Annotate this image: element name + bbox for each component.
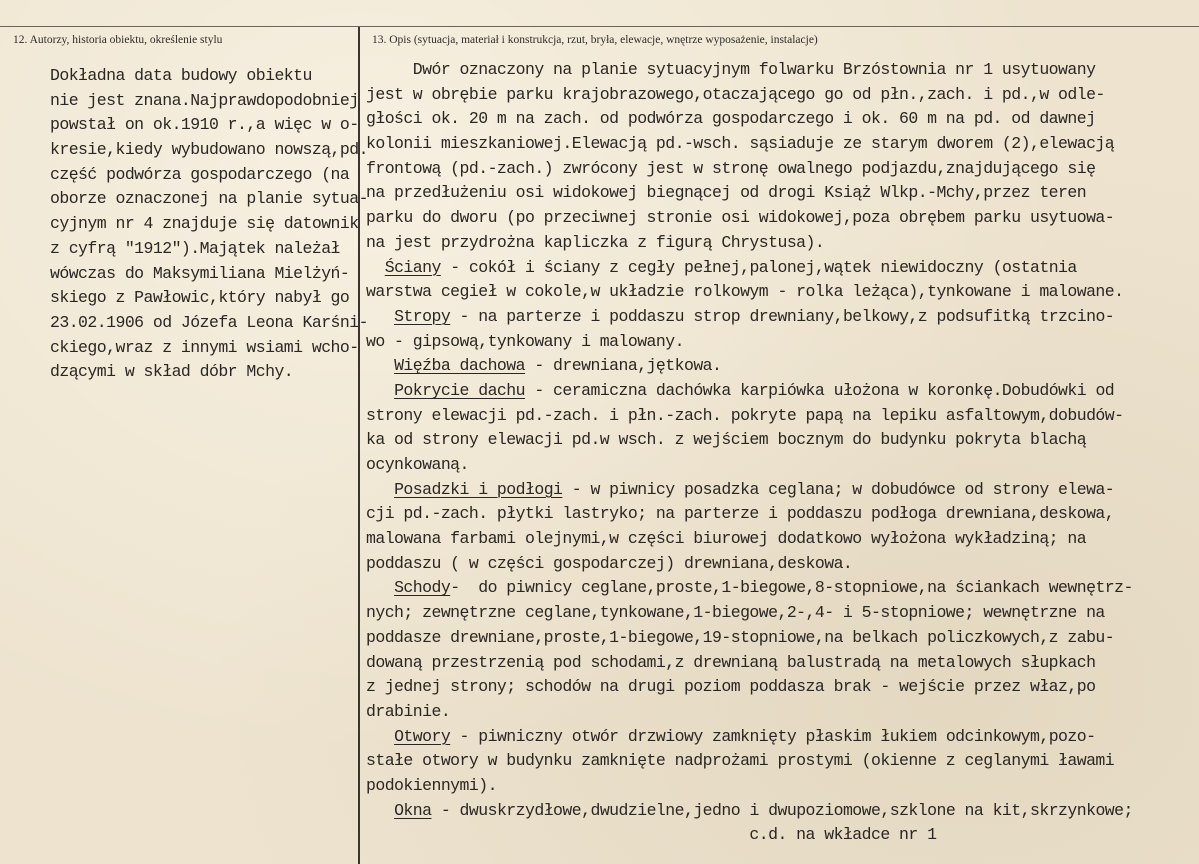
section-12-line: powstał on ok.1910 r.,a więc w o- xyxy=(50,115,359,135)
section-13-line xyxy=(366,107,1133,132)
section-13-line xyxy=(366,58,1133,83)
section-13-line xyxy=(366,626,1133,651)
line-text: strony elewacji pd.-zach. i płn.-zach. pokryte papą na lepiku asfaltowym,dobudów- xyxy=(366,405,1124,425)
line-text xyxy=(366,480,394,499)
subheading: Schody xyxy=(394,578,451,598)
line-text: wo - gipsową,tynkowany i malowany. xyxy=(366,331,684,351)
line-text: drabinie. xyxy=(366,701,451,721)
subheading: Więźba dachowa xyxy=(394,356,525,376)
section-13-line xyxy=(366,478,1133,503)
section-13-line xyxy=(366,749,1133,774)
section-12-text xyxy=(50,64,368,385)
section-12-line: dzącymi w skład dóbr Mchy. xyxy=(50,362,294,382)
section-12-line: oborze oznaczonej na planie sytua- xyxy=(50,189,368,209)
section-13-line xyxy=(366,601,1133,626)
section-13-line xyxy=(366,206,1133,231)
line-text: - piwniczny otwór drzwiowy zamknięty płaskim łukiem odcinkowym,pozo- xyxy=(450,726,1096,746)
section-13-line xyxy=(366,330,1133,355)
line-text xyxy=(366,258,385,277)
line-text xyxy=(366,381,394,400)
line-text: na jest przydrożna kapliczka z figurą Chrystusa). xyxy=(366,232,825,252)
section-13-line xyxy=(366,379,1133,404)
section-13-line xyxy=(366,675,1133,700)
line-text: - ceramiczna dachówka karpiówka ułożona w koronkę.Dobudówki od xyxy=(525,380,1115,400)
section-13-line xyxy=(366,132,1133,157)
section-13-line xyxy=(366,453,1133,478)
section-12-line: Dokładna data budowy obiektu xyxy=(50,66,312,85)
line-text: głości ok. 20 m na zach. od podwórza gospodarczego i ok. 60 m na pd. od dawnej xyxy=(366,109,1096,129)
section-13-line xyxy=(366,651,1133,676)
section-12-line: ckiego,wraz z innymi wsiami wcho- xyxy=(50,337,359,357)
line-text: - dwuskrzydłowe,dwudzielne,jedno i dwupoziomowe,szklone na kit,skrzynkowe; xyxy=(431,800,1133,820)
line-text: - w piwnicy posadzka ceglana; w dobudówce od strony elewa- xyxy=(562,479,1115,499)
section-12-line: 23.02.1906 od Józefa Leona Karśni- xyxy=(50,312,368,332)
section-13-line xyxy=(366,428,1133,453)
line-text: z jednej strony; schodów na drugi poziom poddasza brak - wejście przez właz,po xyxy=(366,677,1096,697)
subheading: Ściany xyxy=(384,257,441,277)
section-12-heading: 12. Autorzy, historia obiektu, określenie stylu xyxy=(13,34,223,46)
subheading: Stropy xyxy=(394,306,451,326)
top-rule xyxy=(0,26,1199,27)
section-13-line xyxy=(366,774,1133,799)
section-13-line xyxy=(366,305,1133,330)
line-text: cji pd.-zach. płytki lastryko; na parterze i poddaszu podłoga drewniana,deskowa, xyxy=(366,504,1115,524)
section-13-line xyxy=(366,552,1133,577)
line-text: warstwa cegieł w cokole,w układzie rolkowym - rolka leżąca),tynkowane i malowane. xyxy=(366,282,1124,302)
line-text: parku do dworu (po przeciwnej stronie osi widokowej,poza obrębem parku usytuowa- xyxy=(366,208,1115,228)
section-12-line: wówczas do Maksymiliana Mielżyń- xyxy=(50,263,350,283)
section-12-line: nie jest znana.Najprawdopodobniej xyxy=(50,90,359,110)
line-text xyxy=(366,307,394,326)
line-text: jest w obrębie parku krajobrazowego,otaczającego go od płn.,zach. i pd.,w odle- xyxy=(366,84,1105,104)
section-13-line xyxy=(366,256,1133,281)
subheading: Posadzki i podłogi xyxy=(394,479,563,499)
section-13-line xyxy=(366,231,1133,256)
section-13-line xyxy=(366,280,1133,305)
section-13-line xyxy=(366,700,1133,725)
line-text: ocynkowaną. xyxy=(366,455,469,474)
line-text: poddaszu ( w części gospodarczej) drewniana,deskowa. xyxy=(366,553,853,573)
line-text xyxy=(366,578,394,597)
line-text xyxy=(366,727,394,746)
section-13-line xyxy=(366,354,1133,379)
line-text: - na parterze i poddaszu strop drewniany,belkowy,z podsufitką trzcino- xyxy=(450,306,1115,326)
line-text: frontową (pd.-zach.) zwrócony jest w stronę owalnego podjazdu,znajdującego się xyxy=(366,158,1096,178)
section-12-line: kresie,kiedy wybudowano nowszą,pd. xyxy=(50,140,368,160)
line-text: - drewniana,jętkowa. xyxy=(525,356,722,376)
section-12-line: cyjnym nr 4 znajduje się datownik xyxy=(50,214,359,234)
section-12-line: część podwórza gospodarczego (na xyxy=(50,164,350,184)
section-13-heading: 13. Opis (sytuacja, materiał i konstrukcja, rzut, bryła, elewacje, wnętrze wyposażenie, instalacje) xyxy=(372,34,818,46)
section-12-line: z cyfrą "1912").Majątek należał xyxy=(50,238,340,258)
line-text: dowaną przestrzenią pod schodami,z drewnianą balustradą na metalowych słupkach xyxy=(366,652,1096,672)
section-13-line xyxy=(366,576,1133,601)
subheading: Pokrycie dachu xyxy=(394,380,525,400)
line-text: podokiennymi). xyxy=(366,775,497,795)
section-13-line xyxy=(366,502,1133,527)
subheading: Otwory xyxy=(394,726,451,746)
line-text: nych; zewnętrzne ceglane,tynkowane,1-biegowe,2-,4- i 5-stopniowe; wewnętrzne na xyxy=(366,603,1105,623)
line-text xyxy=(366,801,394,820)
line-text: - do piwnicy ceglane,proste,1-biegowe,8-stopniowe,na ściankach wewnętrz- xyxy=(450,578,1133,598)
line-text: ka od strony elewacji pd.w wsch. z wejściem bocznym do budynku pokryta blachą xyxy=(366,430,1087,450)
line-text: kolonii mieszkaniowej.Elewacją pd.-wsch. sąsiaduje ze starym dworem (2),elewacją xyxy=(366,134,1115,154)
line-text: - cokół i ściany z cegły pełnej,palonej,wątek niewidoczny (ostatnia xyxy=(440,257,1077,277)
section-13-line xyxy=(366,83,1133,108)
section-13-text xyxy=(366,58,1133,848)
section-13-line xyxy=(366,181,1133,206)
line-text xyxy=(366,356,394,375)
line-text: Dwór oznaczony na planie sytuacyjnym folwarku Brzóstownia nr 1 usytuowany xyxy=(366,60,1096,79)
section-13-line xyxy=(366,527,1133,552)
line-text: malowana farbami olejnymi,w części biurowej dodatkowo wyłożona wykładziną; na xyxy=(366,529,1087,549)
line-text: poddasze drewniane,proste,1-biegowe,19-stopniowe,na belkach policzkowych,z zabu- xyxy=(366,627,1115,647)
subheading: Okna xyxy=(394,800,432,820)
section-13-line xyxy=(366,157,1133,182)
section-13-line xyxy=(366,404,1133,429)
section-13-line xyxy=(366,823,1133,848)
section-13-line xyxy=(366,799,1133,824)
line-text: c.d. na wkładce nr 1 xyxy=(366,825,937,845)
line-text: stałe otwory w budynku zamknięte nadprożami prostymi (okienne z ceglanymi ławami xyxy=(366,751,1115,771)
line-text: na przedłużeniu osi widokowej biegnącej od drogi Książ Wlkp.-Mchy,przez teren xyxy=(366,183,1087,203)
section-12-line: skiego z Pawłowic,który nabył go xyxy=(50,288,350,308)
section-13-line xyxy=(366,725,1133,750)
